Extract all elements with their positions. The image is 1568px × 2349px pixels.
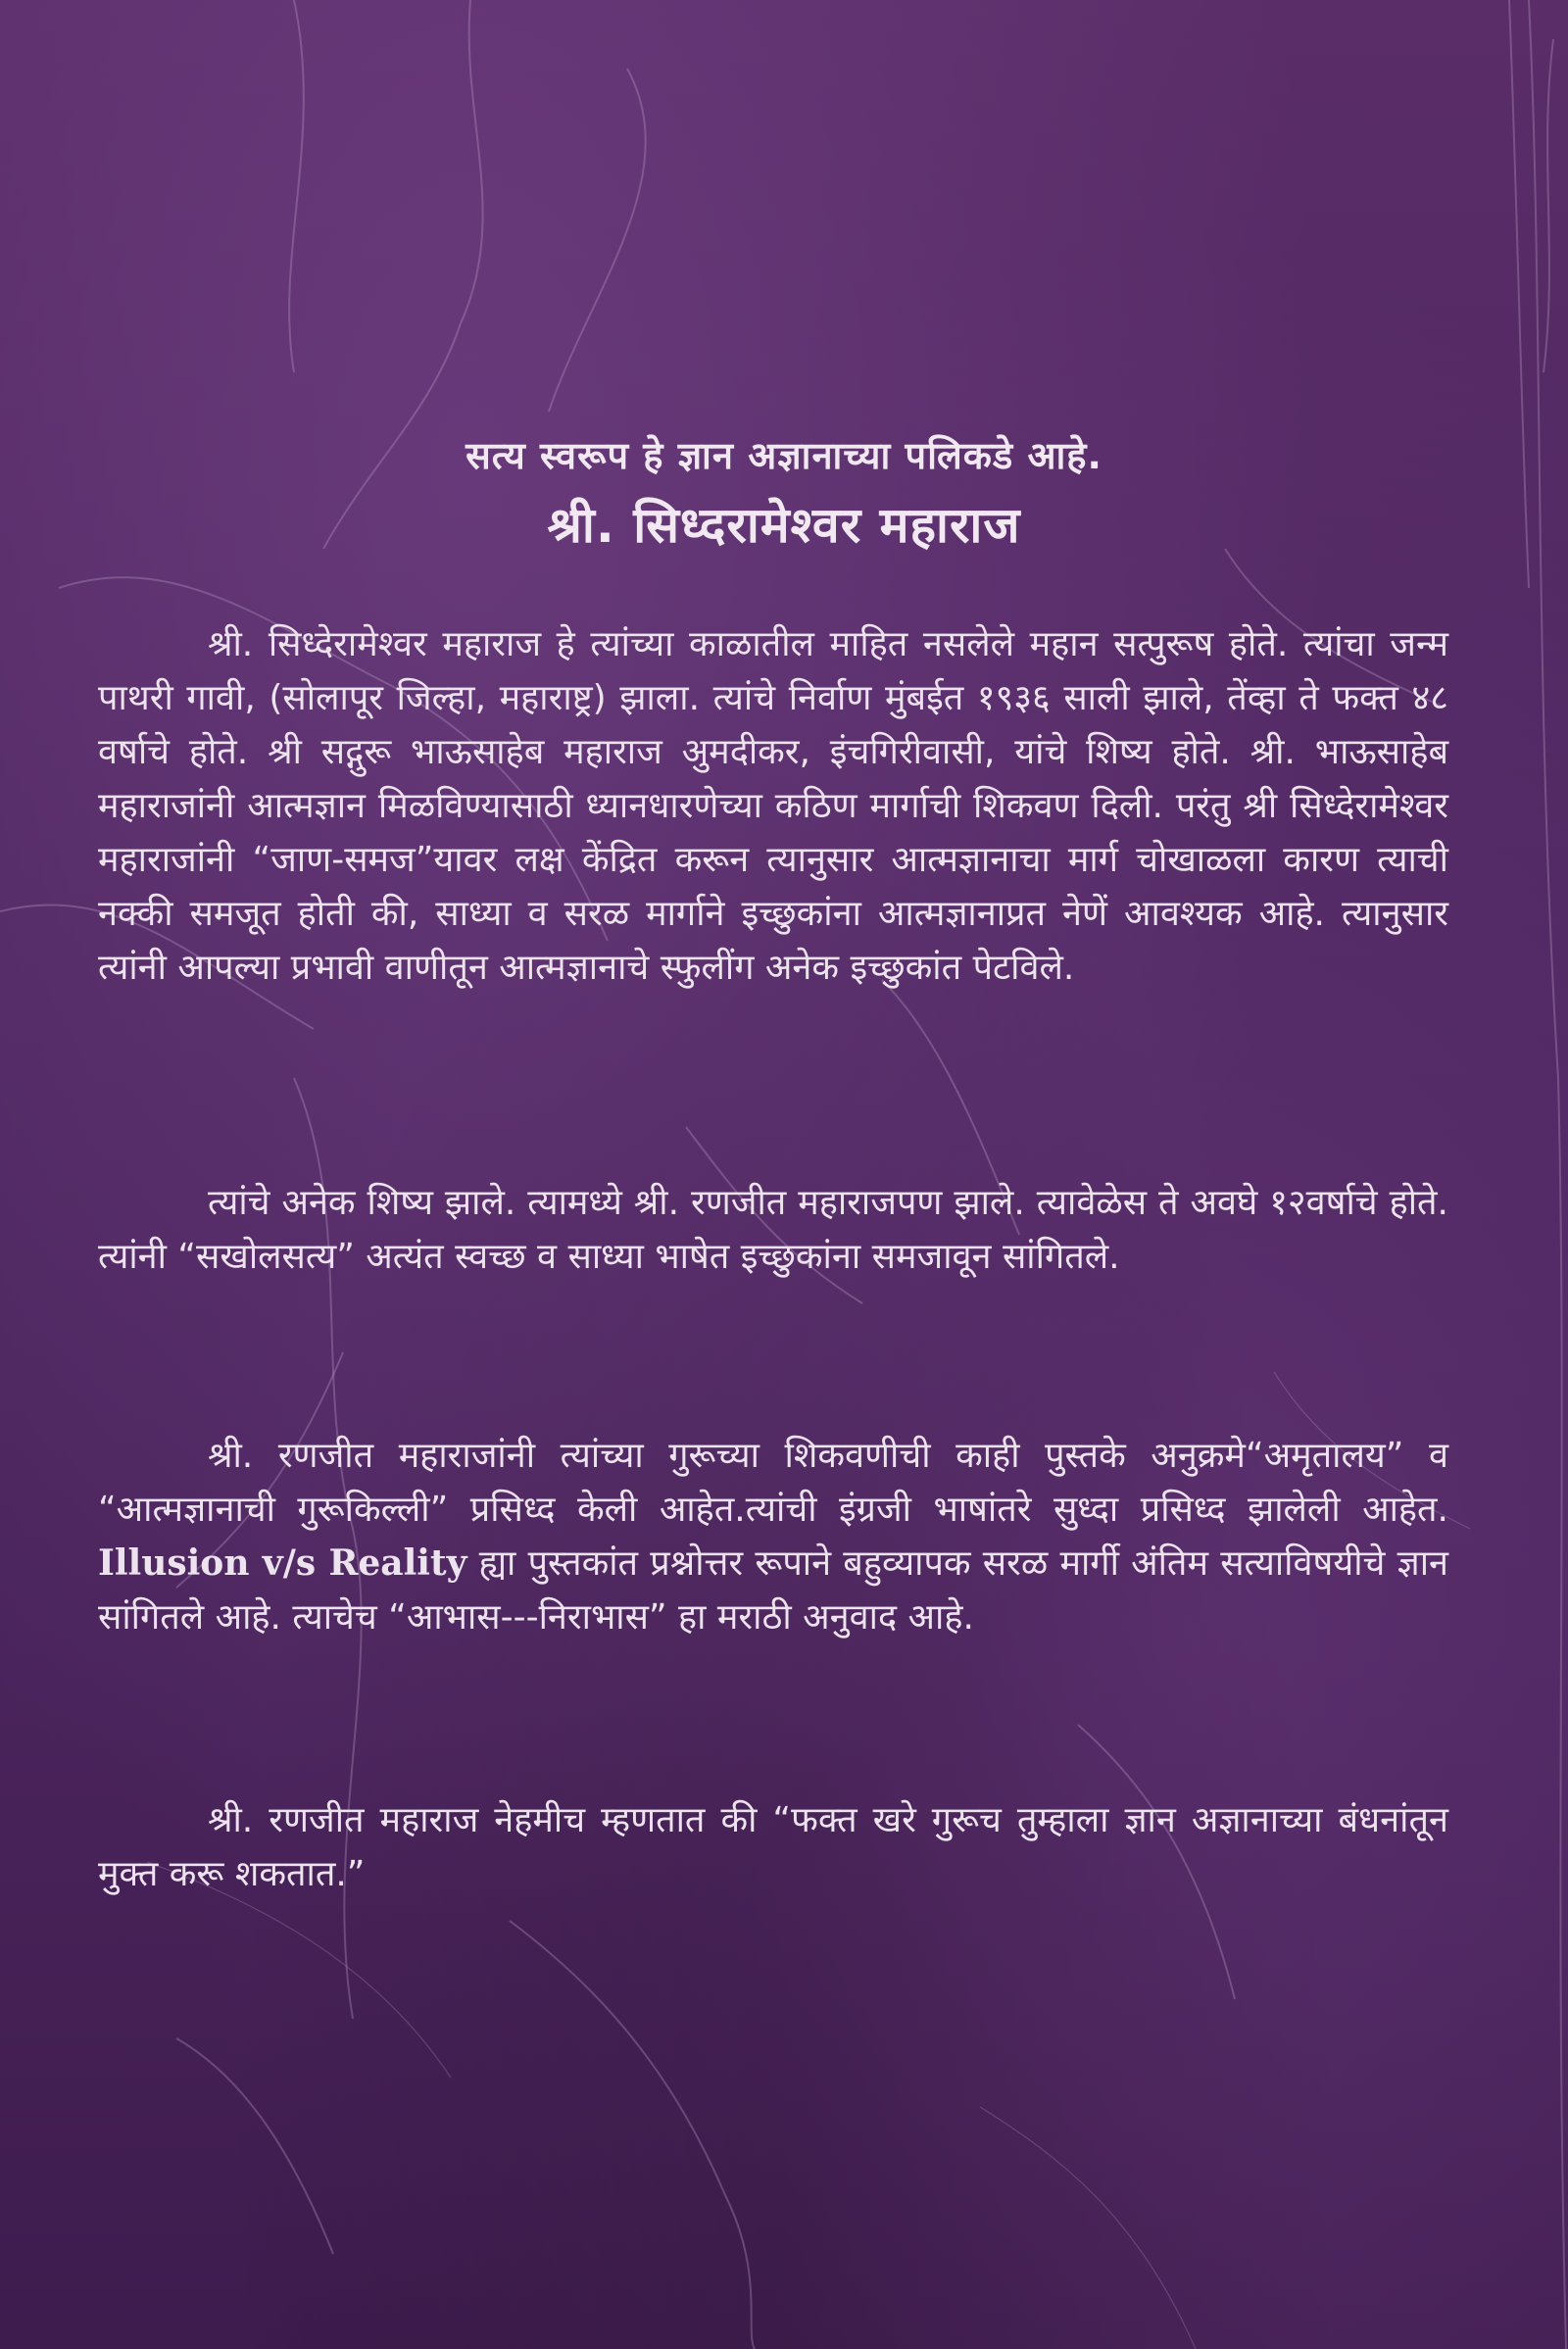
paragraph-publications — [98, 1429, 1448, 1644]
paragraph-disciples: त्यांचे अनेक शिष्य झाले. त्यामध्ये श्री. रणजीत महाराजपण झाले. त्यावेळेस ते अवघे १२वर्षाचे होते. त्यांनी “सखोलसत्य” अत्यंत स्वच्छ व साध्या भाषेत इच्छुकांना समजावून सांगितले. — [98, 1183, 1448, 1277]
book-title-illusion-vs-reality: Illusion v/s Reality — [98, 1542, 467, 1584]
paragraph-closing-quote: श्री. रणजीत महाराज नेहमीच म्हणतात की “फक्त खरे गुरूच तुम्हाला ज्ञान अज्ञानाच्या बंधनांतून मुक्त करू शकतात.” — [98, 1800, 1448, 1894]
paragraph-biography: श्री. सिध्देरामेश्वर महाराज हे त्यांच्या काळातील माहित नसलेले महान सत्पुरूष होते. त्यांचा जन्म पाथरी गावी, (सोलापूर जिल्हा, महाराष्ट्र) झाला. त्यांचे निर्वाण मुंबईत १९३६ साली झाले, तेंव्हा ते फक्त ४८ वर्षाचे होते. श्री सद्गुरू भाऊसाहेब महाराज अुमदीकर, इंचगिरीवासी, यांचे शिष्य होते. श्री. भाऊसाहेब महाराजांनी आत्मज्ञान मिळविण्यासाठी ध्यानधारणेच्या कठिण मार्गाची शिकवण दिली. परंतु श्री सिध्देरामेश्वर महाराजांनी “जाण-समज”यावर लक्ष केंद्रित करून त्यानुसार आत्मज्ञानाचा मार्ग चोखाळला कारण त्याची नक्की समजूत होती की, साध्या व सरळ मार्गाने इच्छुकांना आत्मज्ञानाप्रत नेणें आवश्यक आहे. त्यानुसार त्यांनी आपल्या प्रभावी वाणीतून आत्मज्ञानाचे स्फुलींग अनेक इच्छुकांत पेटविले. — [98, 624, 1448, 988]
heading-quote: सत्य स्वरूप हे ज्ञान अज्ञानाच्या पलिकडे आहे. — [466, 434, 1102, 477]
publications-text-end: ह्या पुस्तकांत प्रश्नोत्तर रूपाने बहुव्यापक सरळ मार्गी अंतिम सत्याविषयीचे ज्ञान सांगितले आहे. त्याचेच “आभास---निराभास” हा मराठी अनुवाद आहे. — [98, 1543, 1448, 1638]
heading-author: श्री. सिध्दरामेश्वर महाराज — [547, 497, 1021, 554]
publications-text-start: श्री. रणजीत महाराजांनी त्यांच्या गुरूच्या शिकवणीची काही पुस्तके अनुक्रमे“अमृतालय” व “आत्मज्ञानाची गुरूकिल्ली” प्रसिध्द केली आहेत.त्यांची इंग्रजी भाषांतरे सुध्दा प्रसिध्द झालेली आहेत. — [98, 1436, 1448, 1530]
